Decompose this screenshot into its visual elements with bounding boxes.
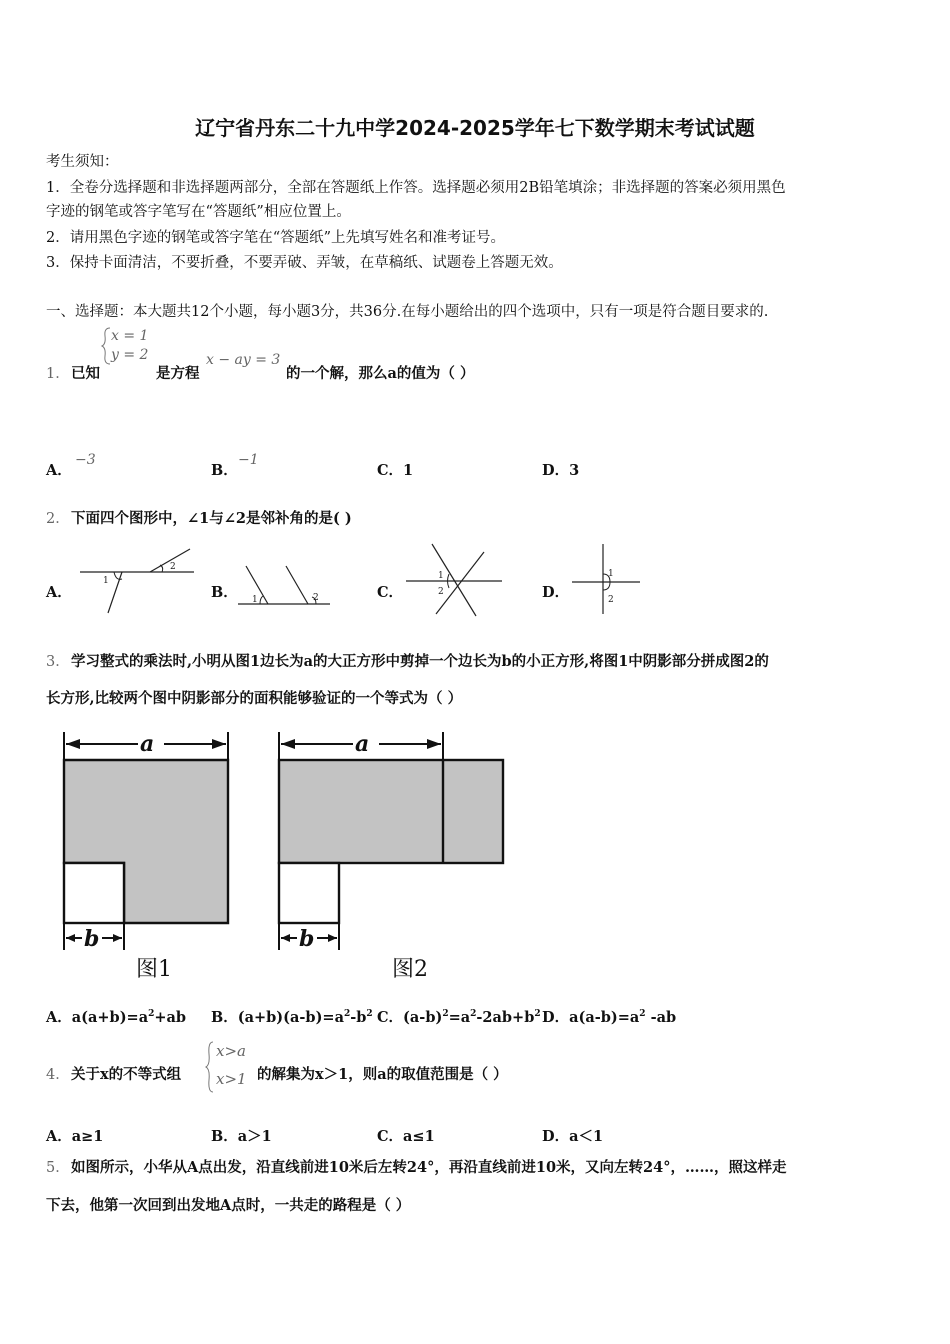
q2-option-c[interactable]: C．: [377, 584, 404, 601]
q1-equation: x − ay = 3: [206, 352, 281, 368]
q4-option-a[interactable]: A．a≥1: [46, 1128, 104, 1145]
q1-option-c[interactable]: C．1: [377, 462, 414, 479]
q2-option-a[interactable]: A．: [46, 584, 72, 601]
q3-figures: [56, 728, 516, 988]
q3-option-b[interactable]: B．$(a+b)(a-b)=a^2-b^2$: [211, 1009, 373, 1026]
notice-line-1a: 1．全卷分选择题和非选择题两部分，全部在答题纸上作答。选择题必须用2B铅笔填涂；非选择题的答案必须用黑色: [46, 180, 786, 196]
notice-heading: 考生须知：: [46, 154, 119, 170]
q2d-label-2: 2: [608, 595, 614, 605]
q5-line-2: 下去，他第一次回到出发地A点时，一共走的路程是（ ）: [46, 1197, 411, 1214]
q1-text-1: 已知: [71, 365, 100, 382]
q2-option-d[interactable]: D．: [542, 584, 570, 601]
section-heading: 一、选择题：本大题共12个小题，每小题3分，共36分.在每小题给出的四个选项中，只有一项是符合题目要求的.: [46, 304, 769, 320]
q2a-label-2: 2: [170, 562, 176, 572]
q4-number: 4．: [46, 1067, 70, 1083]
q3-fig1-caption: 图1: [136, 957, 172, 982]
q3-number: 3．: [46, 654, 70, 670]
q2-number: 2．: [46, 511, 70, 527]
q3-figure-2: [279, 731, 503, 982]
q4-text-1: 关于x的不等式组: [71, 1066, 182, 1083]
q1-option-a-value: −3: [75, 452, 96, 468]
q2c-label-2: 2: [438, 587, 444, 597]
q2-figure-d: [568, 542, 644, 616]
notice-line-3: 3．保持卡面清洁，不要折叠，不要弄破、弄皱，在草稿纸、试题卷上答题无效。: [46, 255, 563, 271]
q1-option-a[interactable]: A．: [46, 462, 72, 479]
q1-system-line-2: y = 2: [111, 347, 149, 363]
q2-option-b[interactable]: B．: [211, 584, 238, 601]
q3-figure-1: [64, 731, 228, 982]
q4-system-line-1: x>a: [216, 1042, 246, 1060]
q4-system-line-2: x>1: [216, 1070, 247, 1088]
q2b-label-2: 2: [313, 593, 319, 603]
notice-line-1b: 字迹的钢笔或答字笔写在“答题纸”相应位置上。: [46, 204, 351, 220]
q4-option-b[interactable]: B．a＞1: [211, 1128, 272, 1145]
q2-figure-a: [78, 545, 196, 617]
q3-fig1-label-b: b: [84, 926, 100, 952]
q1-system-line-1: x = 1: [111, 328, 149, 344]
notice-line-2: 2．请用黑色字迹的钢笔或答字笔在“答题纸”上先填写姓名和准考证号。: [46, 230, 506, 246]
q1-option-b[interactable]: B．: [211, 462, 238, 479]
q5-number: 5．: [46, 1160, 70, 1176]
q2c-label-1: 1: [438, 571, 444, 581]
q4-text-2: 的解集为x＞1，则a的取值范围是（ ）: [257, 1066, 508, 1083]
q3-option-a[interactable]: A．$a(a+b)=a^2+ab$: [46, 1009, 187, 1026]
q2-figure-b: [236, 562, 332, 610]
q3-option-d[interactable]: D．$a(a-b)=a^2$ -ab: [542, 1009, 677, 1026]
q3-line-1: 学习整式的乘法时,小明从图1边长为a的大正方形中剪掉一个边长为b的小正方形,将图1中阴影部分拼成图2的: [71, 653, 769, 670]
q3-fig2-label-a: a: [355, 731, 370, 757]
q3-fig2-label-b: b: [299, 926, 315, 952]
q1-text-3: 的一个解，那么a的值为（ ）: [286, 365, 475, 382]
q5-line-1: 如图所示，小华从A点出发，沿直线前进10米后左转24°，再沿直线前进10米，又向左转24°，……，照这样走: [71, 1159, 787, 1176]
q1-number: 1．: [46, 366, 70, 382]
q1-text-2: 是方程: [156, 365, 200, 382]
page-title: 辽宁省丹东二十九中学2024-2025学年七下数学期末考试试题: [195, 116, 755, 140]
q2d-label-1: 1: [608, 569, 614, 579]
q1-option-b-value: −1: [238, 452, 259, 468]
q4-brace-icon: [205, 1040, 215, 1094]
q3-fig2-caption: 图2: [392, 957, 428, 982]
q3-fig1-label-a: a: [140, 731, 155, 757]
q2-figure-c: [404, 540, 504, 618]
q2-text: 下面四个图形中，∠1与∠2是邻补角的是( ): [71, 510, 352, 527]
q3-option-c[interactable]: C．$(a-b)^2=a^2-2ab+b^2$: [377, 1009, 541, 1026]
q1-option-d[interactable]: D．3: [542, 462, 580, 479]
q3-line-2: 长方形,比较两个图中阴影部分的面积能够验证的一个等式为（ ）: [46, 690, 463, 707]
q2a-label-1: 1: [103, 576, 109, 586]
q2b-label-1: 1: [252, 595, 258, 605]
q4-option-c[interactable]: C．a≤1: [377, 1128, 435, 1145]
q4-option-d[interactable]: D．a＜1: [542, 1128, 604, 1145]
